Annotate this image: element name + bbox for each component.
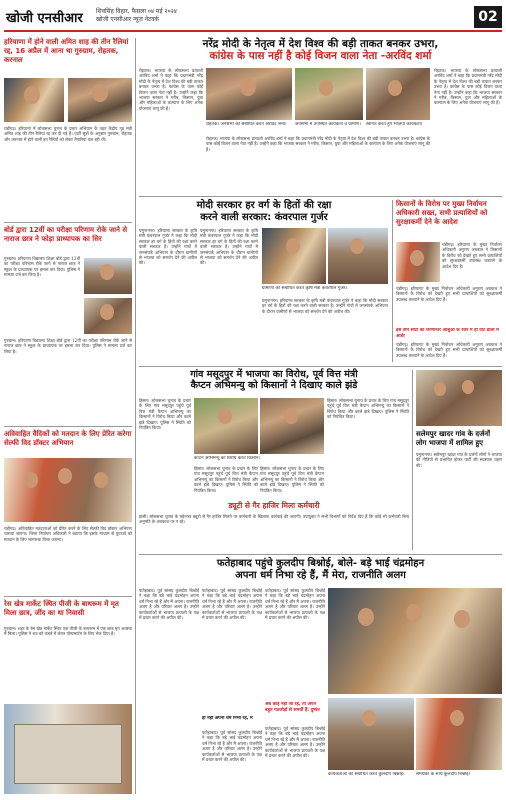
lead-photo-3 — [366, 68, 430, 120]
masudpur-body-col3: हिसार। लोकसभा चुनाव के प्रचार के लिए गांव मसूदपुर पहुंचे पूर्व वित्त मंत्री कैप्टन अभिमन्यु का किसानों ने विरोध किया और काले झंडे दिखाए। पुलिस ने स्थिति को नियंत्रित किया। — [260, 466, 324, 493]
person-face — [218, 408, 232, 424]
dateline-network: खोजी एनसीआर न्यूज़ नेटवर्क — [96, 16, 160, 23]
person-face — [100, 264, 114, 280]
person-face — [94, 472, 108, 488]
person-face — [462, 380, 474, 394]
kuldeep-caption-1: कार्यकर्ताओं को संबोधित करते कुलदीप बिश्नोई। — [328, 772, 405, 777]
person-face — [454, 610, 470, 628]
kuldeep-caption-2: समर्थकों के साथ कुलदीप बिश्नोई। — [416, 772, 471, 777]
farmers-officials-body-2: चंडीगढ़। हरियाणा के मुख्य निर्वाचन अधिकारी अनुराग अग्रवाल ने किसानों के विरोध को देखते हुए सभी प्रत्याशियों को सुरक्षाकर्मी उपलब्ध करवाने के आदेश दिए हैं। — [396, 286, 502, 302]
story4-body: गुरुग्राम। शहर के रेस खेत्र मार्केट स्थित एक पीजी के बाथरूम में एक छात्र मृत अवस्था में मिला। पुलिस ने शव को कब्जे में लेकर पोस्टमार्टम के लिए भेज दिया है। — [4, 626, 132, 637]
lead-headline-line2: कांग्रेस के पास नहीं है कोई विजन वाला नेता -अरविंद शर्मा — [209, 50, 432, 63]
kanwarpal-photo-2 — [328, 228, 388, 284]
masudpur-headline-line2: कैप्टन अभिमन्यु को किसानों ने दिखाए काले झंडे — [190, 379, 358, 391]
kuldeep-photo-3 — [416, 698, 502, 770]
story1-body: चंडीगढ़। हरियाणा में लोकसभा चुनाव के प्रचार अभियान के तहत केंद्रीय गृह मंत्री अमित शाह की तीन रैलियां रद्द कर दी गई हैं। पार्टी सूत्रों के अनुसार गुरुग्राम, रोहतक और करनाल में होने वाली इन रैलियों को लेकर तैयारियां चल रही थीं। — [4, 126, 132, 142]
person-face — [434, 382, 446, 396]
kanwarpal-body-col2: यमुनानगर। हरियाणा सरकार के कृषि मंत्री कंवरपाल गुर्जर ने कहा कि मोदी सरकार हर वर्ग के हितों की रक्षा करने वाली सरकार है। उन्होंने गांवों में जनसंपर्क अभियान के दौरान ग्रामीणों से भाजपा को समर्थन देने की अपील की। — [200, 228, 258, 266]
person-face — [284, 408, 298, 424]
masthead — [4, 4, 502, 32]
kanwarpal-headline-line2: करने वाली सरकार: कंवरपाल गुर्जर — [200, 211, 328, 223]
masudpur-caption: कैप्टन अभिमन्यु का विरोध करते किसान। — [194, 456, 261, 461]
masudpur-photo-2 — [260, 398, 324, 454]
lead-body-col3: रोहतक। भाजपा के लोकसभा प्रत्याशी अरविंद शर्मा ने कहा कि प्रधानमंत्री नरेंद्र मोदी के नेतृत्व में देश विश्व की बड़ी ताकत बनकर उभरा है। कांग्रेस के पास कोई विजन वाला नेता नहीं है। उन्होंने कहा कि भाजपा सरकार ने गरीब, किसान, युवा और महिलाओं के कल्याण के लिए अनेक योजनाएं लागू की हैं। — [434, 68, 502, 106]
story2-photo-2 — [84, 298, 132, 334]
kuldeep-body-col3: फतेहाबाद। पूर्व सांसद कुलदीप बिश्नोई ने कहा कि बड़े भाई चंद्रमोहन अपना धर्म निभा रहे हैं और मैं अपना। राजनीति अलग है और परिवार अलग है। उन्होंने कार्यकर्ताओं से भाजपा प्रत्याशी के पक्ष में प्रचार करने की अपील की। — [265, 588, 325, 621]
newspaper-page — [4, 4, 502, 796]
column-divider — [135, 38, 136, 794]
kuldeep-subhead-1: हो नहीं अपना धर्म निभा रहे, मैं — [202, 716, 253, 721]
lead-story — [139, 38, 502, 62]
farmers-officials-photo — [396, 242, 440, 282]
story2-headline: बोर्ड द्वारा 12वीं का परीक्षा परिणाम रोके जाने से नाराज छात्र ने फोड़ा प्राध्यापक का सिर — [4, 226, 128, 243]
lead-headline-line1: नरेंद्र मोदी के नेतृत्व में देश विश्व की बड़ी ताकत बनकर उभरा, — [202, 38, 439, 50]
dateline — [96, 8, 356, 24]
masudpur-story — [139, 370, 409, 392]
kuldeep-body-col3b: फतेहाबाद। पूर्व सांसद कुलदीप बिश्नोई ने कहा कि बड़े भाई चंद्रमोहन अपना धर्म निभा रहे हैं और मैं अपना। राजनीति अलग है और परिवार अलग है। उन्होंने कार्यकर्ताओं से भाजपा प्रत्याशी के पक्ष में प्रचार करने की अपील की। — [265, 726, 325, 759]
story3-body: चंडीगढ़। अविवाहित मतदाताओं को प्रेरित करने के लिए सेल्फी विद डॉक्टर अभियान चलाया जाएगा। जिला निर्वाचन अधिकारी ने बताया कि इसके माध्यम से युवाओं को मतदान के लिए जागरूक किया जाएगा। — [4, 526, 132, 542]
story1-photo-right — [68, 78, 132, 122]
dateline-text: शिवसिंह विहार, फैसला ०४ मई २०२४ — [96, 8, 177, 15]
duty-body: हांसी। लोकसभा चुनाव के मद्देनजर ड्यूटी से गैर हाजिर मिलने पर कर्मचारी के खिलाफ कार्रवाई की जाएगी। उपायुक्त ने सभी विभागों को निर्देश दिए हैं कि कोई भी कर्मचारी बिना अनुमति के अवकाश पर न रहे। — [139, 514, 409, 525]
kanwarpal-body-col1: यमुनानगर। हरियाणा सरकार के कृषि मंत्री कंवरपाल गुर्जर ने कहा कि मोदी सरकार हर वर्ग के हितों की रक्षा करने वाली सरकार है। उन्होंने गांवों में जनसंपर्क अभियान के दौरान ग्रामीणों से भाजपा को समर्थन देने की अपील की। — [139, 228, 197, 266]
duty-headline: ड्यूटी से गैर हाजिर मिला कर्मचारी — [228, 501, 320, 510]
building-shape — [14, 724, 122, 784]
person-face — [24, 86, 40, 104]
farmers-officials-subhead: इस तीन सीटों का चरणान्तर आशुओं के रेजर में ही वोट डाली में आर्डर — [396, 328, 499, 339]
person-face — [92, 84, 108, 102]
kanwarpal-caption: ग्रामीणों को संबोधित करते कृषि मंत्री कंवरपाल गुर्जर। — [262, 286, 348, 291]
column-divider — [412, 370, 413, 550]
story3-photo — [4, 458, 132, 522]
kanwarpal-photo-1 — [262, 228, 326, 284]
left-column — [4, 38, 132, 794]
page-number: 02 — [474, 6, 502, 28]
divider — [139, 366, 502, 367]
farmers-officials-body-3: चंडीगढ़। हरियाणा के मुख्य निर्वाचन अधिकारी अनुराग अग्रवाल ने किसानों के विरोध को देखते हुए सभी प्रत्याशियों को सुरक्षाकर्मी उपलब्ध करवाने के आदेश दिए हैं। — [396, 342, 502, 358]
story2-body-cont: गुरुग्राम। हरियाणा विद्यालय शिक्षा बोर्ड द्वारा 12वीं का परीक्षा परिणाम रोके जाने से नाराज छात्र ने स्कूल के प्राध्यापक पर हमला कर दिया। पुलिस ने मामला दर्ज कर लिया है। — [4, 338, 132, 354]
masudpur-body-col2: हिसार। लोकसभा चुनाव के प्रचार के लिए गांव मसूदपुर पहुंचे पूर्व वित्त मंत्री कैप्टन अभिमन्यु का किसानों ने विरोध किया और काले झंडे दिखाए। पुलिस ने स्थिति को नियंत्रित किया। — [194, 466, 258, 493]
story2-body: गुरुग्राम। हरियाणा विद्यालय शिक्षा बोर्ड द्वारा 12वीं का परीक्षा परिणाम रोके जाने से नाराज छात्र ने स्कूल के प्राध्यापक पर हमला कर दिया। पुलिस ने मामला दर्ज कर लिया है। — [4, 256, 80, 278]
farmers-officials-body-1: चंडीगढ़। हरियाणा के मुख्य निर्वाचन अधिकारी अनुराग अग्रवाल ने किसानों के विरोध को देखते हुए सभी प्रत्याशियों को सुरक्षाकर्मी उपलब्ध करवाने के आदेश दिए हैं। — [442, 242, 502, 269]
person-face — [286, 238, 300, 254]
kuldeep-photo-2 — [328, 698, 414, 770]
salempur-headline: सलेमपुर खादर गांव के दर्जनों लोग भाजपा में शामिल हुए — [416, 430, 491, 447]
kuldeep-headline-line1: फतेहाबाद पहुंचे कुलदीप बिश्नोई, बोले- बड़े भाई चंद्रमोहन — [216, 558, 425, 569]
divider — [139, 554, 502, 555]
person-face — [24, 472, 38, 488]
kuldeep-subhead-2: अब कोई नहीं जा रहे, तो अपने बहुत गठजोड़ों से समर्थी हैं: दुष्यंत — [265, 702, 320, 713]
person-face — [410, 250, 424, 266]
kanwarpal-body-col3: यमुनानगर। हरियाणा सरकार के कृषि मंत्री कंवरपाल गुर्जर ने कहा कि मोदी सरकार हर वर्ग के हितों की रक्षा करने वाली सरकार है। उन्होंने गांवों में जनसंपर्क अभियान के दौरान ग्रामीणों से भाजपा को समर्थन देने की अपील की। — [262, 298, 388, 314]
farmers-officials-headline: किसानों के विरोध पर मुख्य निर्वाचन अधिकारी सख्त, सभी प्रत्याशियों को सुरक्षाकर्मी देने के आदेश — [396, 200, 488, 226]
masudpur-headline-line1: गांव मसूदपुर में भाजपा का विरोध, पूर्व वित्त मंत्री — [190, 369, 358, 380]
salempur-body: यमुनानगर। सलेमपुर खादर गांव के दर्जनों लोगों ने भाजपा की नीतियों से प्रभावित होकर पार्टी की सदस्यता ग्रहण की। — [416, 452, 502, 468]
duty-story — [139, 502, 409, 511]
lead-body-col2: रोहतक। भाजपा के लोकसभा प्रत्याशी अरविंद शर्मा ने कहा कि प्रधानमंत्री नरेंद्र मोदी के नेतृत्व में देश विश्व की बड़ी ताकत बनकर उभरा है। कांग्रेस के पास कोई विजन वाला नेता नहीं है। उन्होंने कहा कि भाजपा सरकार ने गरीब, किसान, युवा और महिलाओं के कल्याण के लिए अनेक योजनाएं लागू की हैं। — [206, 136, 430, 152]
person-face — [100, 304, 114, 320]
person-face — [388, 80, 402, 96]
story2-photo-1 — [84, 258, 132, 294]
kuldeep-body-col2: फतेहाबाद। पूर्व सांसद कुलदीप बिश्नोई ने कहा कि बड़े भाई चंद्रमोहन अपना धर्म निभा रहे हैं और मैं अपना। राजनीति अलग है और परिवार अलग है। उन्होंने कार्यकर्ताओं से भाजपा प्रत्याशी के पक्ष में प्रचार करने की अपील की। — [202, 588, 262, 621]
person-face — [58, 468, 72, 484]
story1-headline: हरियाणा में होने वाली अमित शाह की तीन रैलियां रद्द, 16 अप्रैल में आना था गुरुग्राम, रोहतक, करनाल — [4, 38, 129, 64]
person-face — [406, 604, 422, 622]
person-face — [319, 80, 333, 96]
person-face — [240, 78, 256, 96]
story4-photo-building — [4, 704, 132, 794]
lead-photo-2 — [295, 68, 363, 120]
person-face — [362, 710, 376, 726]
story3-headline: अविवाहित वैदिकों को मतदान के लिए प्रेरित करेगा सेल्फी विद डॉक्टर अभियान — [4, 430, 132, 447]
newspaper-brand: खोजी एनसीआर — [6, 11, 83, 26]
lead-caption-3: स्वागत करते हुए भाजपा कार्यकर्ता। — [366, 122, 423, 127]
kuldeep-story — [139, 558, 502, 581]
divider — [4, 222, 132, 223]
story4-headline: रेस खेत्र मार्केट स्थित पीजी के बाथरूम में मृत मिला छात्र, जींद का था निवासी — [4, 600, 119, 617]
column-divider — [392, 200, 393, 362]
story1-photo-left — [4, 78, 64, 122]
person-face — [350, 238, 364, 254]
lead-caption-1: रोहतक। जनसभा को संबोधित करते अरविंद शर्मा। — [206, 122, 287, 127]
kanwarpal-story — [139, 200, 389, 223]
masudpur-photo-1 — [194, 398, 258, 454]
kanwarpal-headline-line1: मोदी सरकार हर वर्ग के हितों की रक्षा — [196, 200, 332, 211]
salempur-story — [416, 430, 502, 448]
person-face — [358, 608, 374, 626]
divider — [4, 596, 132, 597]
farmers-officials-story — [396, 200, 502, 227]
lead-body-col1: रोहतक। भाजपा के लोकसभा प्रत्याशी अरविंद शर्मा ने कहा कि प्रधानमंत्री नरेंद्र मोदी के नेतृत्व में देश विश्व की बड़ी ताकत बनकर उभरा है। कांग्रेस के पास कोई विजन वाला नेता नहीं है। उन्होंने कहा कि भाजपा सरकार ने गरीब, किसान, युवा और महिलाओं के कल्याण के लिए अनेक योजनाएं लागू की हैं। — [139, 68, 203, 111]
masudpur-body-col4: हिसार। लोकसभा चुनाव के प्रचार के लिए गांव मसूदपुर पहुंचे पूर्व वित्त मंत्री कैप्टन अभिमन्यु का किसानों ने विरोध किया और काले झंडे दिखाए। पुलिस ने स्थिति को नियंत्रित किया। — [327, 398, 409, 420]
masudpur-body-col1: हिसार। लोकसभा चुनाव के प्रचार के लिए गांव मसूदपुर पहुंचे पूर्व वित्त मंत्री कैप्टन अभिमन्यु का किसानों ने विरोध किया और काले झंडे दिखाए। पुलिस ने स्थिति को नियंत्रित किया। — [139, 398, 191, 431]
person-face — [450, 710, 464, 726]
lead-photo-1 — [206, 68, 292, 120]
divider — [4, 426, 132, 427]
kuldeep-photo-1 — [328, 588, 502, 694]
divider — [139, 196, 502, 197]
kuldeep-body-col1: फतेहाबाद। पूर्व सांसद कुलदीप बिश्नोई ने कहा कि बड़े भाई चंद्रमोहन अपना धर्म निभा रहे हैं और मैं अपना। राजनीति अलग है और परिवार अलग है। उन्होंने कार्यकर्ताओं से भाजपा प्रत्याशी के पक्ष में प्रचार करने की अपील की। — [139, 588, 199, 621]
kuldeep-body-col2b: फतेहाबाद। पूर्व सांसद कुलदीप बिश्नोई ने कहा कि बड़े भाई चंद्रमोहन अपना धर्म निभा रहे हैं और मैं अपना। राजनीति अलग है और परिवार अलग है। उन्होंने कार्यकर्ताओं से भाजपा प्रत्याशी के पक्ष में प्रचार करने की अपील की। — [202, 730, 262, 763]
lead-caption-2: जनसभा में उपस्थित कार्यकर्ता व ग्रामीण। — [295, 122, 361, 127]
salempur-photo — [416, 370, 502, 426]
kuldeep-headline-line2: अपना धर्म निभा रहे हैं, मैं मेरा, राजनीति अलग — [235, 569, 406, 581]
